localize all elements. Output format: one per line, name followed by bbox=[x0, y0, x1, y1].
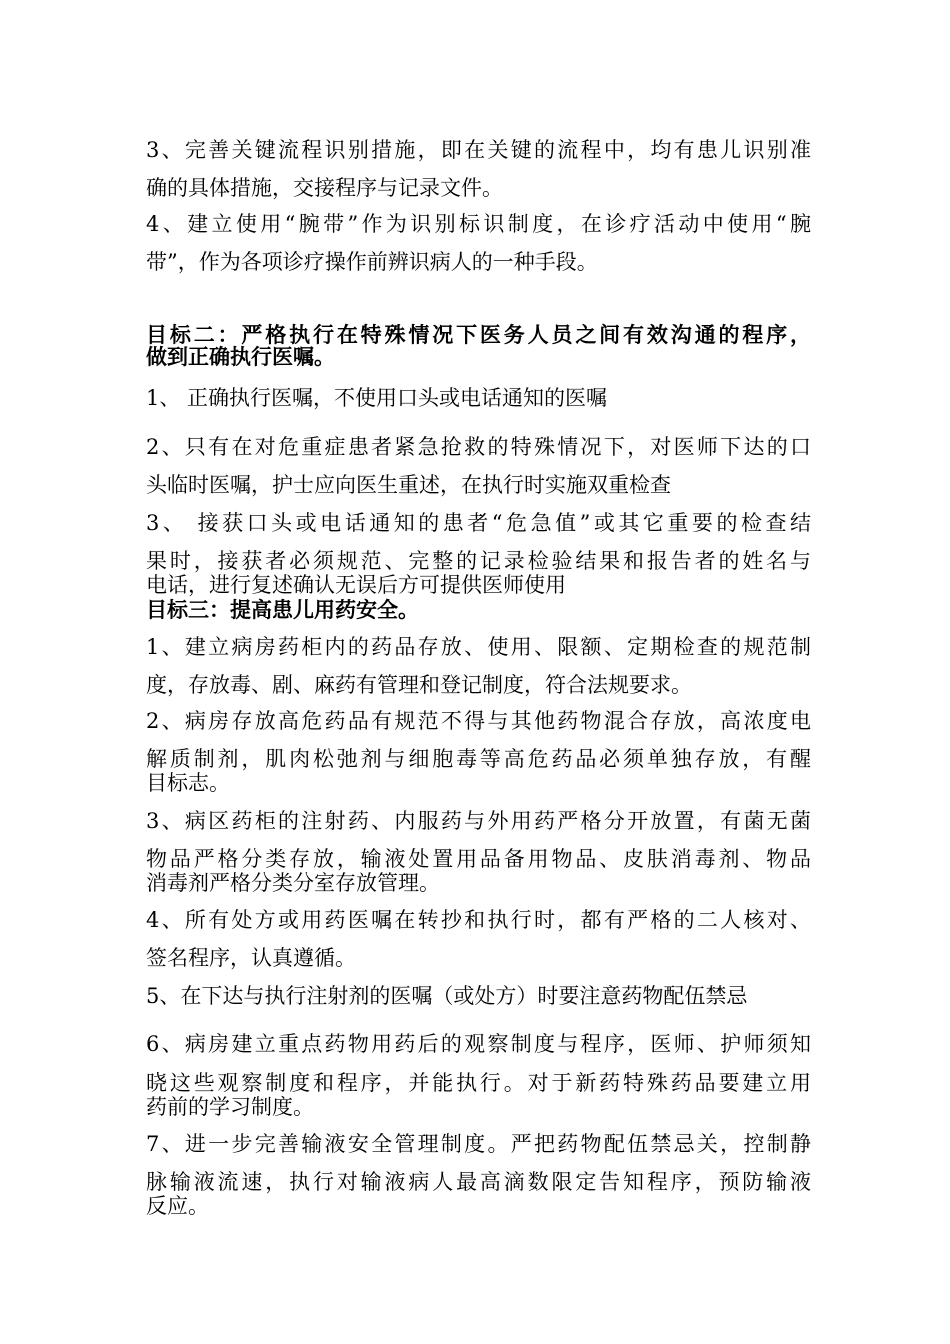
goal3-item1-line2: 度，存放毒、剧、麻药有管理和登记制度，符合法规要求。 bbox=[146, 673, 692, 697]
goal2-item2-line1: 2、只有在对危重症患者紧急抢救的特殊情况下，对医师下达的口 bbox=[146, 435, 811, 459]
goal2-item2-line2: 头临时医嘱，护士应向医生重述，在执行时实施双重检查 bbox=[146, 473, 671, 497]
goal2-heading-line1: 目标二：严格执行在特殊情况下医务人员之间有效沟通的程序， bbox=[146, 323, 811, 347]
s1-item4-line1: 4、建立使用“腕带”作为识别标识制度，在诊疗活动中使用“腕 bbox=[146, 212, 811, 236]
goal3-item4-line2: 签名程序，认真遵循。 bbox=[146, 946, 356, 970]
s1-item3-line2: 确的具体措施，交接程序与记录文件。 bbox=[146, 176, 503, 200]
goal3-item7-line2: 脉输液流速，执行对输液病人最高滴数限定告知程序，预防输液 bbox=[146, 1170, 811, 1194]
goal2-item3-line1: 3、 接获口头或电话通知的患者“危急值”或其它重要的检查结 bbox=[146, 511, 811, 535]
goal3-item5: 5、在下达与执行注射剂的医嘱（或处方）时要注意药物配伍禁忌 bbox=[146, 984, 748, 1008]
goal3-item4-line1: 4、所有处方或用药医嘱在转抄和执行时，都有严格的二人核对、 bbox=[146, 908, 811, 932]
goal3-item7-line3: 反应。 bbox=[146, 1194, 209, 1218]
goal2-item3-line3: 电话，进行复述确认无误后方可提供医师使用 bbox=[146, 573, 566, 597]
s1-item4-line2: 带”，作为各项诊疗操作前辨识病人的一种手段。 bbox=[146, 250, 598, 274]
goal3-item3-line3: 消毒剂严格分类分室存放管理。 bbox=[146, 871, 440, 895]
goal2-item3-line2: 果时，接获者必须规范、完整的记录检验结果和报告者的姓名与 bbox=[146, 549, 811, 573]
goal2-heading-line2: 做到正确执行医嘱。 bbox=[146, 345, 335, 369]
goal3-item6-line2: 晓这些观察制度和程序，并能执行。对于新药特殊药品要建立用 bbox=[146, 1071, 811, 1095]
goal3-item1-line1: 1、建立病房药柜内的药品存放、使用、限额、定期检查的规范制 bbox=[146, 635, 811, 659]
goal3-item2-line2: 解质制剂，肌肉松弛剂与细胞毒等高危药品必须单独存放，有醒 bbox=[146, 747, 811, 771]
s1-item3-line1: 3、完善关键流程识别措施，即在关键的流程中，均有患儿识别准 bbox=[146, 138, 811, 162]
goal3-item2-line3: 目标志。 bbox=[146, 771, 230, 795]
goal3-item3-line2: 物品严格分类存放，输液处置用品备用物品、皮肤消毒剂、物品 bbox=[146, 847, 811, 871]
goal3-heading: 目标三：提高患儿用药安全。 bbox=[146, 598, 419, 622]
goal2-item1: 1、 正确执行医嘱，不使用口头或电话通知的医嘱 bbox=[146, 386, 608, 410]
goal3-item6-line1: 6、病房建立重点药物用药后的观察制度与程序，医师、护师须知 bbox=[146, 1032, 811, 1056]
goal3-item7-line1: 7、进一步完善输液安全管理制度。严把药物配伍禁忌关，控制静 bbox=[146, 1132, 811, 1156]
goal3-item2-line1: 2、病房存放高危药品有规范不得与其他药物混合存放，高浓度电 bbox=[146, 709, 811, 733]
goal3-item3-line1: 3、病区药柜的注射药、内服药与外用药严格分开放置，有菌无菌 bbox=[146, 809, 811, 833]
goal3-item6-line3: 药前的学习制度。 bbox=[146, 1095, 314, 1119]
